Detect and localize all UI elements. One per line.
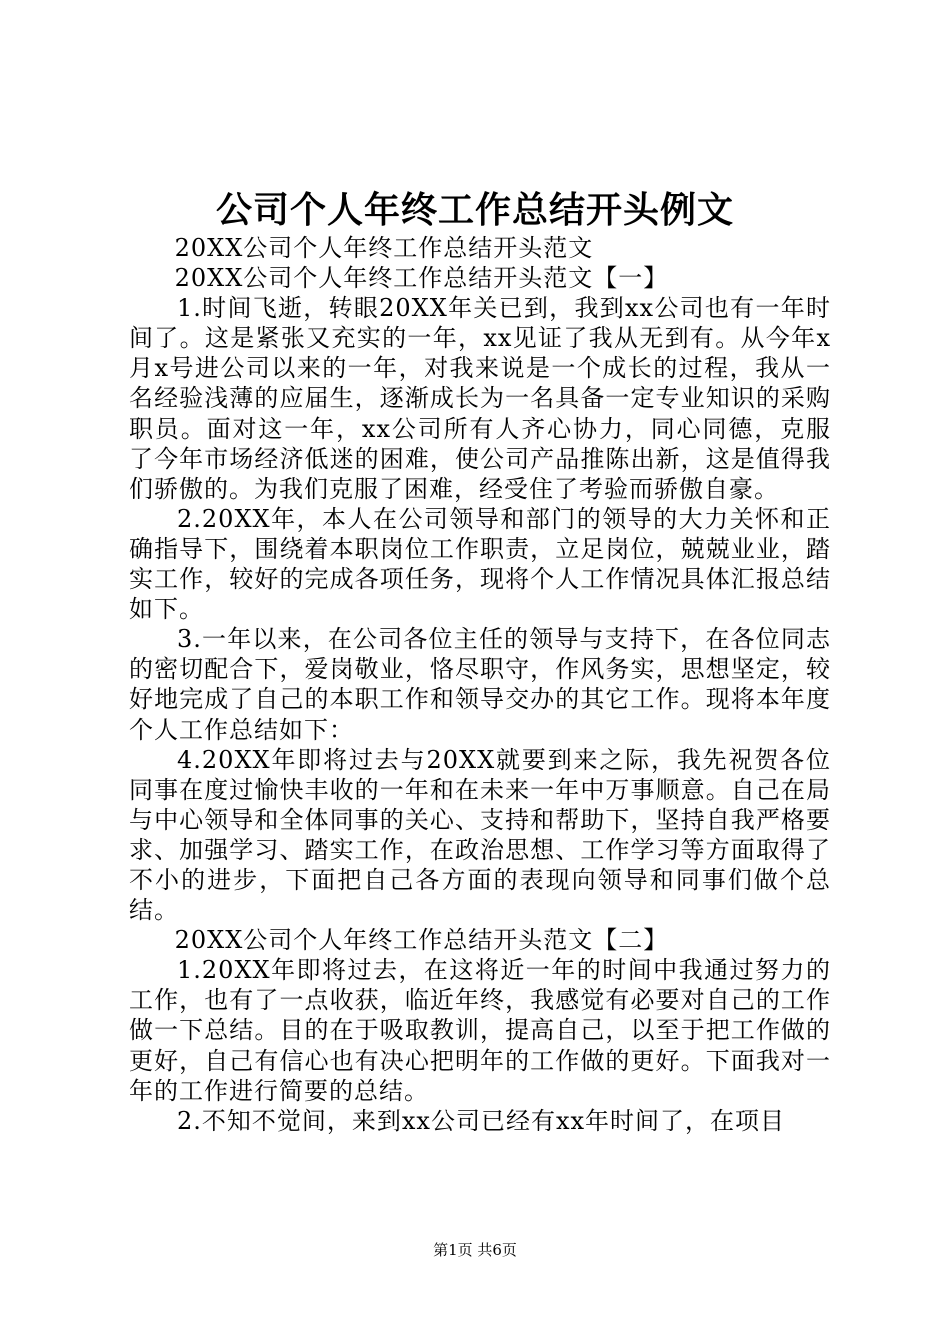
- paragraph: 2.不知不觉间，来到xx公司已经有xx年时间了，在项目: [177, 1106, 786, 1135]
- paragraph: 1.时间飞逝，转眼20XX年关已到，我到xx公司也有一年时间了。这是紧张又充实的一年，xx见证了我从无到有。从今年x月x号进公司以来的一年，对我来说是一个成长的过程，我从一名经验浅薄的应届生，逐渐成长为一名具备一定专业知识的采购职员。面对这一年，xx公司所有人齐心协力，同心同德，克服了今年市场经济低迷的困难，使公司产品推陈出新，这是值得我们骄傲的。为我们克服了困难，经受住了考验而骄傲自豪。: [129, 294, 831, 503]
- page-number-footer: 第1页 共6页: [433, 1241, 517, 1259]
- paragraph: 1.20XX年即将过去，在这将近一年的时间中我通过努力的工作，也有了一点收获，临近年终，我感觉有必要对自己的工作做一下总结。目的在于吸取教训，提高自己，以至于把工作做的更好，自己有信心也有决心把明年的工作做的更好。下面我对一年的工作进行简要的总结。: [129, 956, 831, 1105]
- paragraph: 4.20XX年即将过去与20XX就要到来之际，我先祝贺各位同事在度过愉快丰收的一年和在未来一年中万事顺意。自己在局与中心领导和全体同事的关心、支持和帮助下，坚持自我严格要求、加强学习、踏实工作，在政治思想、工作学习等方面取得了不小的进步，下面把自己各方面的表现向领导和同事们做个总结。: [129, 745, 831, 925]
- paragraph: 3.一年以来，在公司各位主任的领导与支持下，在各位同志的密切配合下，爱岗敬业，恪尽职守，作风务实，思想坚定，较好地完成了自己的本职工作和领导交办的其它工作。现将本年度个人工作总结如下：: [129, 625, 831, 744]
- section-heading: 20XX公司个人年终工作总结开头范文【二】: [174, 926, 669, 955]
- document-title: 公司个人年终工作总结开头例文: [215, 189, 734, 231]
- section-heading: 20XX公司个人年终工作总结开头范文【一】: [174, 264, 669, 293]
- paragraph: 2.20XX年，本人在公司领导和部门的领导的大力关怀和正确指导下，围绕着本职岗位工作职责，立足岗位，兢兢业业，踏实工作，较好的完成各项任务，现将个人工作情况具体汇报总结如下。: [129, 504, 831, 624]
- document-body: [129, 233, 831, 1136]
- section-heading: 20XX公司个人年终工作总结开头范文: [174, 234, 594, 262]
